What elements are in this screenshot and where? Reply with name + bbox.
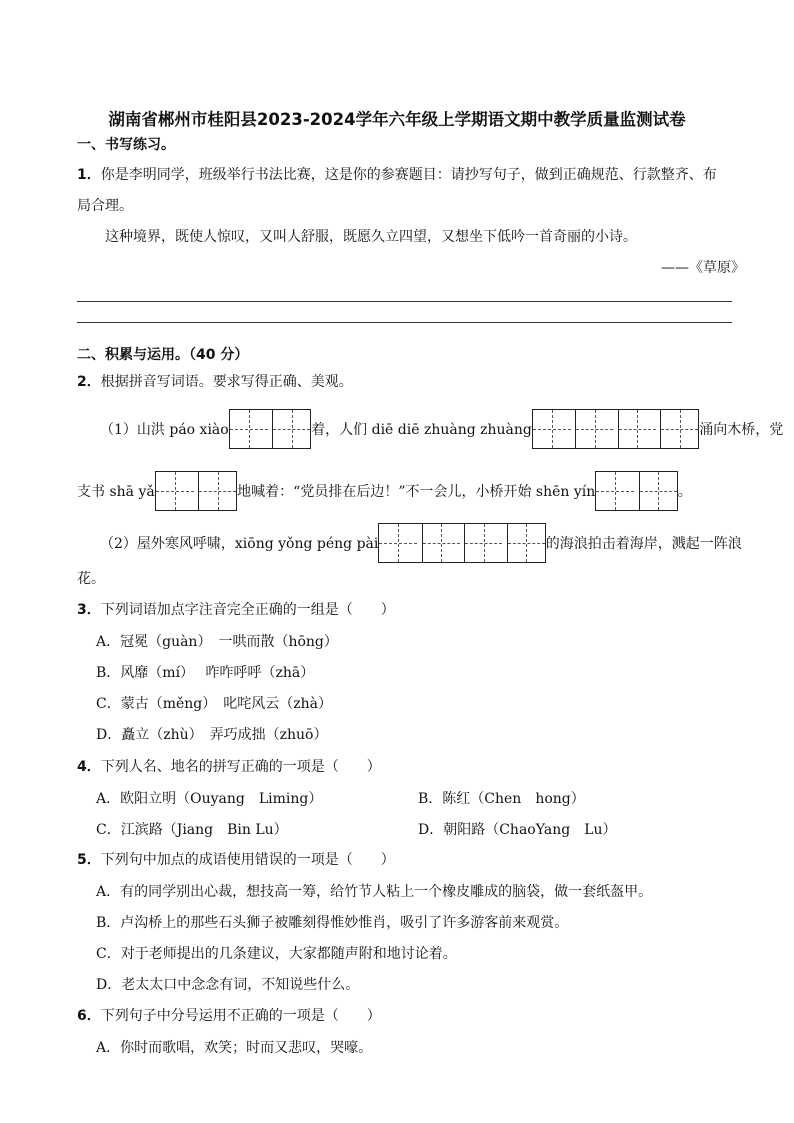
answer-grid-shaya[interactable] bbox=[155, 471, 237, 511]
question-2-line bbox=[77, 372, 353, 392]
question-3-option-d: D．矗立（zhù） 弄巧成拙（zhuō） bbox=[96, 727, 328, 743]
answer-grid-diediezhuangzhuang[interactable] bbox=[532, 409, 699, 449]
grid-cell[interactable] bbox=[660, 410, 698, 448]
question-3-option-b: B．风靡（mí） 咋咋呼呼（zhā） bbox=[96, 665, 315, 681]
answer-grid-xiongyongpengpai[interactable] bbox=[378, 523, 545, 563]
question-5-option-b: B．卢沟桥上的那些石头狮子被雕刻得惟妙惟肖，吸引了许多游客前来观赏。 bbox=[96, 915, 569, 931]
grid-cell[interactable] bbox=[533, 410, 571, 448]
pinyin-row-2-text-c: 。 bbox=[677, 484, 692, 500]
question-4-line bbox=[77, 757, 381, 777]
grid-cell[interactable] bbox=[198, 472, 236, 510]
question-4-text: 下列人名、地名的拼写正确的一项是（ ） bbox=[100, 759, 381, 775]
grid-cell[interactable] bbox=[272, 410, 310, 448]
pinyin-row-2 bbox=[77, 471, 692, 511]
section-2-heading: 二、积累与运用。（40 分） bbox=[77, 347, 249, 363]
question-2-number: 2． bbox=[77, 374, 101, 390]
question-5-line bbox=[77, 850, 395, 870]
question-1-text-a: 你是李明同学，班级举行书法比赛，这是你的参赛题目：请抄写句子，做到正确规范、行款整齐、布 bbox=[100, 167, 717, 183]
question-3-option-c: C．蒙古（měng） 叱咤风云（zhà） bbox=[96, 696, 332, 712]
question-1-source: ——《草原》 bbox=[661, 260, 745, 276]
grid-cell[interactable] bbox=[639, 472, 677, 510]
question-4-number: 4． bbox=[77, 759, 101, 775]
question-5-option-c: C．对于老师提出的几条建议，大家都随声附和地讨论着。 bbox=[96, 946, 457, 962]
question-6-option-a: A．你时而歌唱，欢笑；时而又悲叹，哭嚎。 bbox=[96, 1040, 373, 1056]
pinyin-row-3-text-c: 花。 bbox=[77, 571, 105, 587]
question-1-line-1 bbox=[77, 165, 717, 185]
question-4-option-d: D．朝阳路（ChaoYang Lu） bbox=[418, 822, 617, 838]
section-1-heading: 一、书写练习。 bbox=[77, 137, 175, 153]
pinyin-row-3-text-b: 的海浪拍击着海岸，溅起一阵浪 bbox=[545, 536, 742, 552]
answer-grid-shenyin[interactable] bbox=[595, 471, 677, 511]
grid-cell[interactable] bbox=[507, 524, 545, 562]
writing-line-2 bbox=[77, 322, 732, 323]
pinyin-row-1 bbox=[100, 409, 783, 449]
question-6-line bbox=[77, 1006, 381, 1026]
question-1-passage: 这种境界，既使人惊叹，又叫人舒服，既愿久立四望，又想坐下低吟一首奇丽的小诗。 bbox=[105, 229, 637, 245]
grid-cell[interactable] bbox=[230, 410, 268, 448]
question-3-number: 3． bbox=[77, 602, 101, 618]
question-1-number: 1． bbox=[77, 167, 101, 183]
grid-cell[interactable] bbox=[575, 410, 613, 448]
question-6-text: 下列句子中分号运用不正确的一项是（ ） bbox=[100, 1008, 381, 1024]
pinyin-row-2-text-b: 地喊着：“党员排在后边！”不一会儿，小桥开始 shēn yín bbox=[237, 484, 596, 500]
question-4-option-c: C．江滨路（Jiang Bin Lu） bbox=[96, 822, 288, 838]
question-5-text: 下列句中加点的成语使用错误的一项是（ ） bbox=[100, 852, 395, 868]
question-6-number: 6． bbox=[77, 1008, 101, 1024]
question-4-option-a: A．欧阳立明（Ouyang Liming） bbox=[96, 791, 323, 807]
question-3-text: 下列词语加点字注音完全正确的一组是（ ） bbox=[100, 602, 395, 618]
question-5-option-d: D．老太太口中念念有词，不知说些什么。 bbox=[96, 977, 360, 993]
pinyin-row-1-text-c: 涌向木桥，党 bbox=[699, 422, 784, 438]
writing-line-1 bbox=[77, 301, 732, 302]
exam-title: 湖南省郴州市桂阳县2023-2024学年六年级上学期语文期中教学质量监测试卷 bbox=[108, 110, 686, 129]
grid-cell[interactable] bbox=[156, 472, 194, 510]
grid-cell[interactable] bbox=[618, 410, 656, 448]
pinyin-row-2-text-a: 支书 shā yǎ bbox=[77, 484, 155, 500]
question-4-option-b: B．陈红（Chen hong） bbox=[418, 791, 585, 807]
grid-cell[interactable] bbox=[596, 472, 634, 510]
question-5-option-a: A．有的同学别出心裁，想技高一筹，给竹节人粘上一个橡皮雕成的脑袋，做一套纸盔甲。 bbox=[96, 884, 653, 900]
pinyin-row-1-text-b: 着，人们 diē diē zhuàng zhuàng bbox=[311, 422, 532, 438]
pinyin-row-1-text-a: （1）山洪 páo xiào bbox=[100, 422, 229, 438]
question-1-text-b: 局合理。 bbox=[77, 198, 133, 214]
question-3-option-a: A．冠冕（guàn） 一哄而散（hōng） bbox=[96, 634, 338, 650]
pinyin-row-3 bbox=[100, 523, 742, 563]
grid-cell[interactable] bbox=[422, 524, 460, 562]
question-3-line bbox=[77, 600, 395, 620]
answer-grid-paoxiao[interactable] bbox=[229, 409, 311, 449]
question-5-number: 5． bbox=[77, 852, 101, 868]
grid-cell[interactable] bbox=[464, 524, 502, 562]
question-2-text: 根据拼音写词语。要求写得正确、美观。 bbox=[100, 374, 353, 390]
grid-cell[interactable] bbox=[379, 524, 417, 562]
pinyin-row-3-text-a: （2）屋外寒风呼啸，xiōng yǒng péng pài bbox=[100, 536, 379, 552]
